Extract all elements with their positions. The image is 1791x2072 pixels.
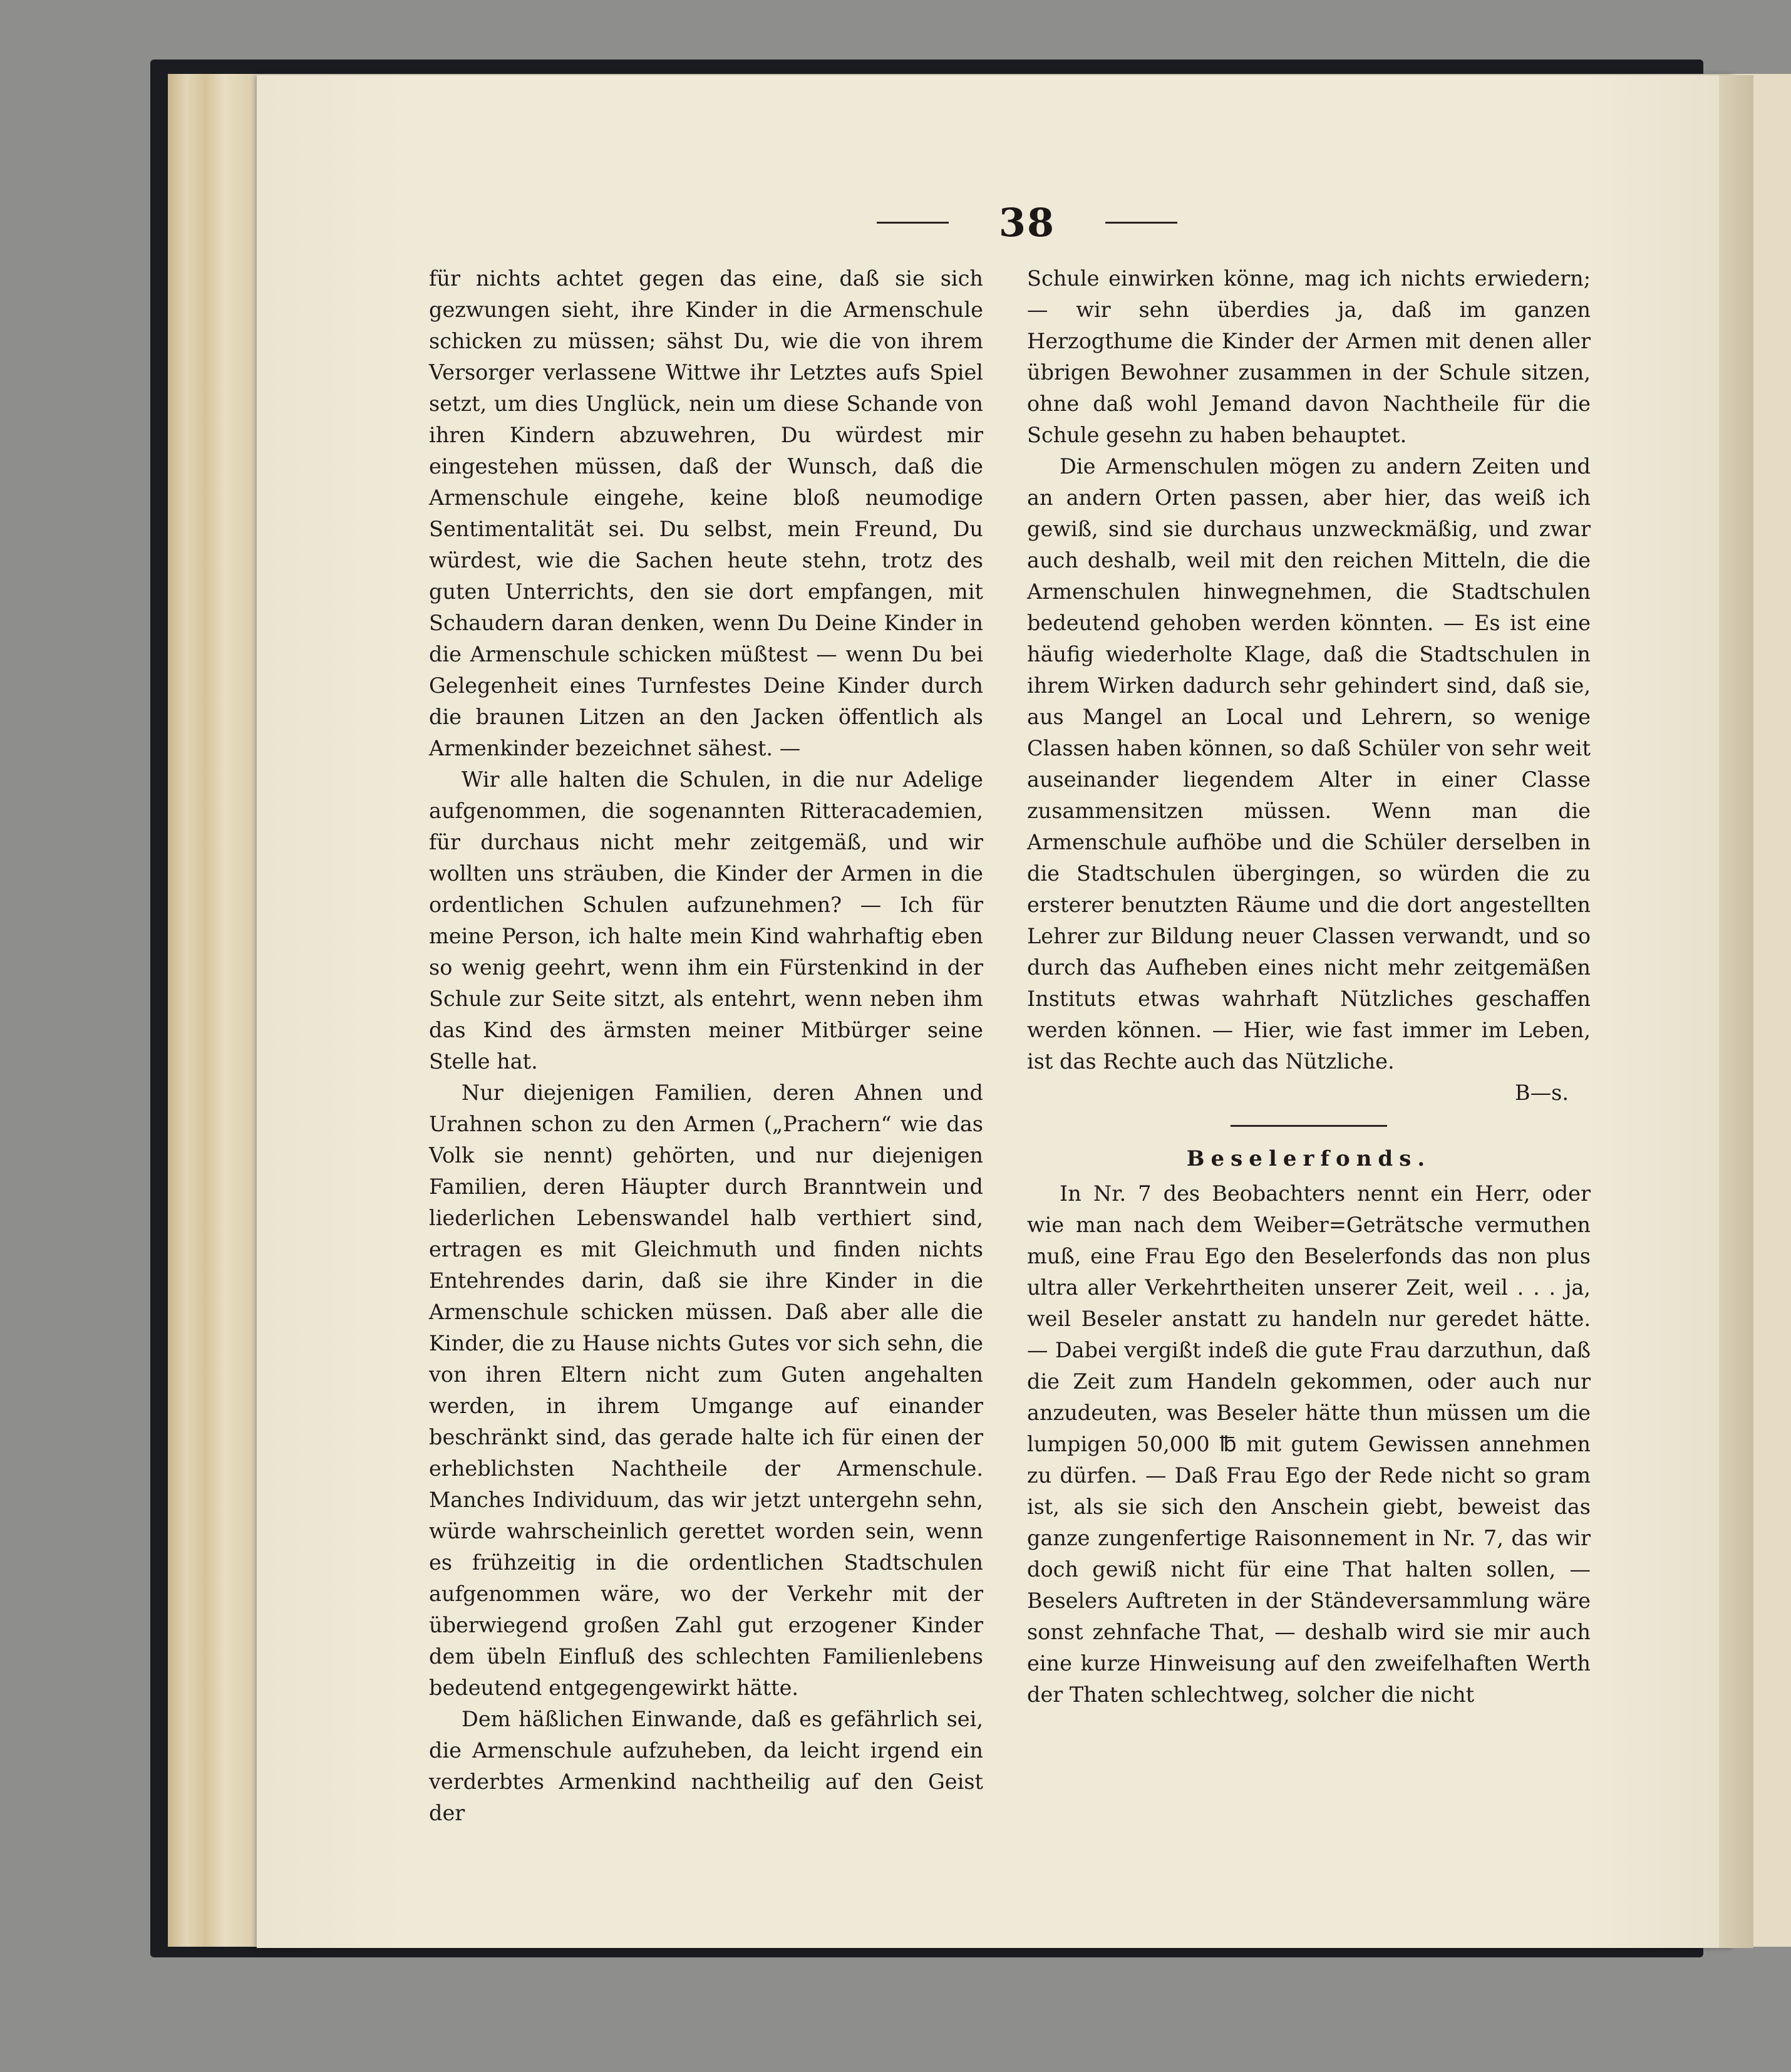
left-paragraph-1: für nichts achtet gegen das eine, daß sie sich gezwungen sieht, ihre Kinder in die Armenschule schicken zu müssen; sähst Du, wie die von ihrem Versorger verlassene Wittwe ihr Letztes aufs Spiel setzt, um dies Unglück, nein um diese Schande von ihren Kindern abzuwehren, Du würdest mir eingestehen müssen, daß der Wunsch, daß die Armenschule eingehe, keine bloß neumodige Sentimentalität sei. Du selbst, mein Freund, Du würdest, wie die Sachen heute stehn, trotz des guten Unterrichts, den sie dort empfangen, mit Schaudern daran denken, wenn Du Deine Kinder in die Armenschule schicken müßtest — wenn Du bei Gelegenheit eines Turnfestes Deine Kinder durch die braunen Litzen an den Jacken öffentlich als Armenkinder bezeichnet sähest. — bbox=[429, 266, 983, 760]
page-header bbox=[833, 194, 1221, 251]
page-gutter-edge bbox=[1719, 75, 1753, 1948]
right-column bbox=[1027, 263, 1591, 1711]
section-divider bbox=[1231, 1125, 1387, 1127]
left-paragraph-3: Nur diejenigen Familien, deren Ahnen und Urahnen schon zu den Armen („Prachern“ wie das Volk sie nennt) gehörten, und nur diejenigen Familien, deren Häupter durch Branntwein und liederlichen Lebenswandel halb verthiert sind, ertragen es mit Gleichmuth und finden nichts Entehrendes darin, daß sie ihre Kinder in die Armenschule schicken müssen. Daß aber alle die Kinder, die zu Hause nichts Gutes vor sich sehn, die von ihren Eltern nicht zum Guten angehalten werden, in ihrem Umgange auf einander beschränkt sind, das gerade halte ich für einen der erheblichsten Nachtheile der Armenschule. Manches Individuum, das wir jetzt untergehn sehn, würde wahrscheinlich gerettet worden sein, wenn es frühzeitig in die ordentlichen Stadtschulen aufgenommen wäre, wo der Verkehr mit der überwiegend großen Zahl gut erzogener Kinder dem übeln Einfluß des schlechten Familienlebens bedeutend entgegengewirkt hätte. bbox=[429, 1080, 983, 1700]
left-column bbox=[429, 263, 983, 1829]
page-number: 38 bbox=[998, 199, 1056, 246]
section-paragraph-1: In Nr. 7 des Beobachters nennt ein Herr, oder wie man nach dem Weiber=Geträtsche vermuthen muß, eine Frau Ego den Beselerfonds das non plus ultra aller Verkehrtheiten unserer Zeit, weil . . . ja, weil Beseler anstatt zu handeln nur geredet hätte. — Dabei vergißt indeß die gute Frau darzuthun, daß die Zeit zum Handeln gekommen, oder auch nur anzudeuten, was Beseler hätte thun müssen um die lumpigen 50,000 ℔ mit gutem Gewissen annehmen zu dürfen. — Daß Frau Ego der Rede nicht so gram ist, als sie sich den Anschein giebt, beweist das ganze zungenfertige Raisonnement in Nr. 7, das wir doch gewiß nicht für eine That halten sollen, — Beselers Auftreten in der Ständeversammlung wäre sonst zehnfache That, — deshalb wird sie mir auch eine kurze Hinweisung auf den zweifelhaften Werth der Thaten schlechtweg, solcher die nicht bbox=[1027, 1181, 1591, 1707]
header-rule-left bbox=[877, 222, 949, 224]
header-rule-right bbox=[1105, 222, 1177, 224]
left-paragraph-4: Dem häßlichen Einwande, daß es gefährlich sei, die Armenschule aufzuheben, da leicht irgend ein verderbtes Armenkind nachtheilig auf den Geist der bbox=[429, 1707, 983, 1825]
section-heading: Beselerfonds. bbox=[1186, 1146, 1432, 1171]
left-paragraph-2: Wir alle halten die Schulen, in die nur Adelige aufgenommen, die sogenannten Ritteracademien, für durchaus nicht mehr zeitgemäß, und wir wollten uns sträuben, die Kinder der Armen in die ordentlichen Schulen aufzunehmen? — Ich für meine Person, ich halte mein Kind wahrhaftig eben so wenig geehrt, wenn ihm ein Fürstenkind in der Schule zur Seite sitzt, als entehrt, wenn neben ihm das Kind des ärmsten meiner Mitbürger seine Stelle hat. bbox=[429, 767, 983, 1074]
right-paragraph-2: Die Armenschulen mögen zu andern Zeiten und an andern Orten passen, aber hier, das weiß ich gewiß, sind sie durchaus unzweckmäßig, und zwar auch deshalb, weil mit den reichen Mitteln, die die Armenschulen hinwegnehmen, die Stadtschulen bedeutend gehoben werden könnten. — Es ist eine häufig wiederholte Klage, daß die Stadtschulen in ihrem Wirken dadurch sehr gehindert sind, daß sie, aus Mangel an Local und Lehrern, so wenige Classen haben können, so daß Schüler von sehr weit auseinander liegendem Alter in einer Classe zusammensitzen müssen. Wenn man die Armenschule aufhöbe und die Schüler derselben in die Stadtschulen übergingen, so würden die zu ersterer benutzten Räume und die dort angestellten Lehrer zur Bildung neuer Classen verwandt, und so durch das Aufheben eines nicht mehr zeitgemäßen Instituts etwas wahrhaft Nützliches geschaffen werden können. — Hier, wie fast immer im Leben, ist das Rechte auch das Nützliche. bbox=[1027, 454, 1591, 1074]
right-paragraph-1: Schule einwirken könne, mag ich nichts erwiedern; — wir sehn überdies ja, daß im ganzen Herzogthume die Kinder der Armen mit denen aller übrigen Bewohner zusammen in der Schule sitzen, ohne daß wohl Jemand davon Nachtheile für die Schule gesehn zu haben behauptet. bbox=[1027, 266, 1591, 447]
article-signature: B—s. bbox=[1515, 1080, 1569, 1105]
